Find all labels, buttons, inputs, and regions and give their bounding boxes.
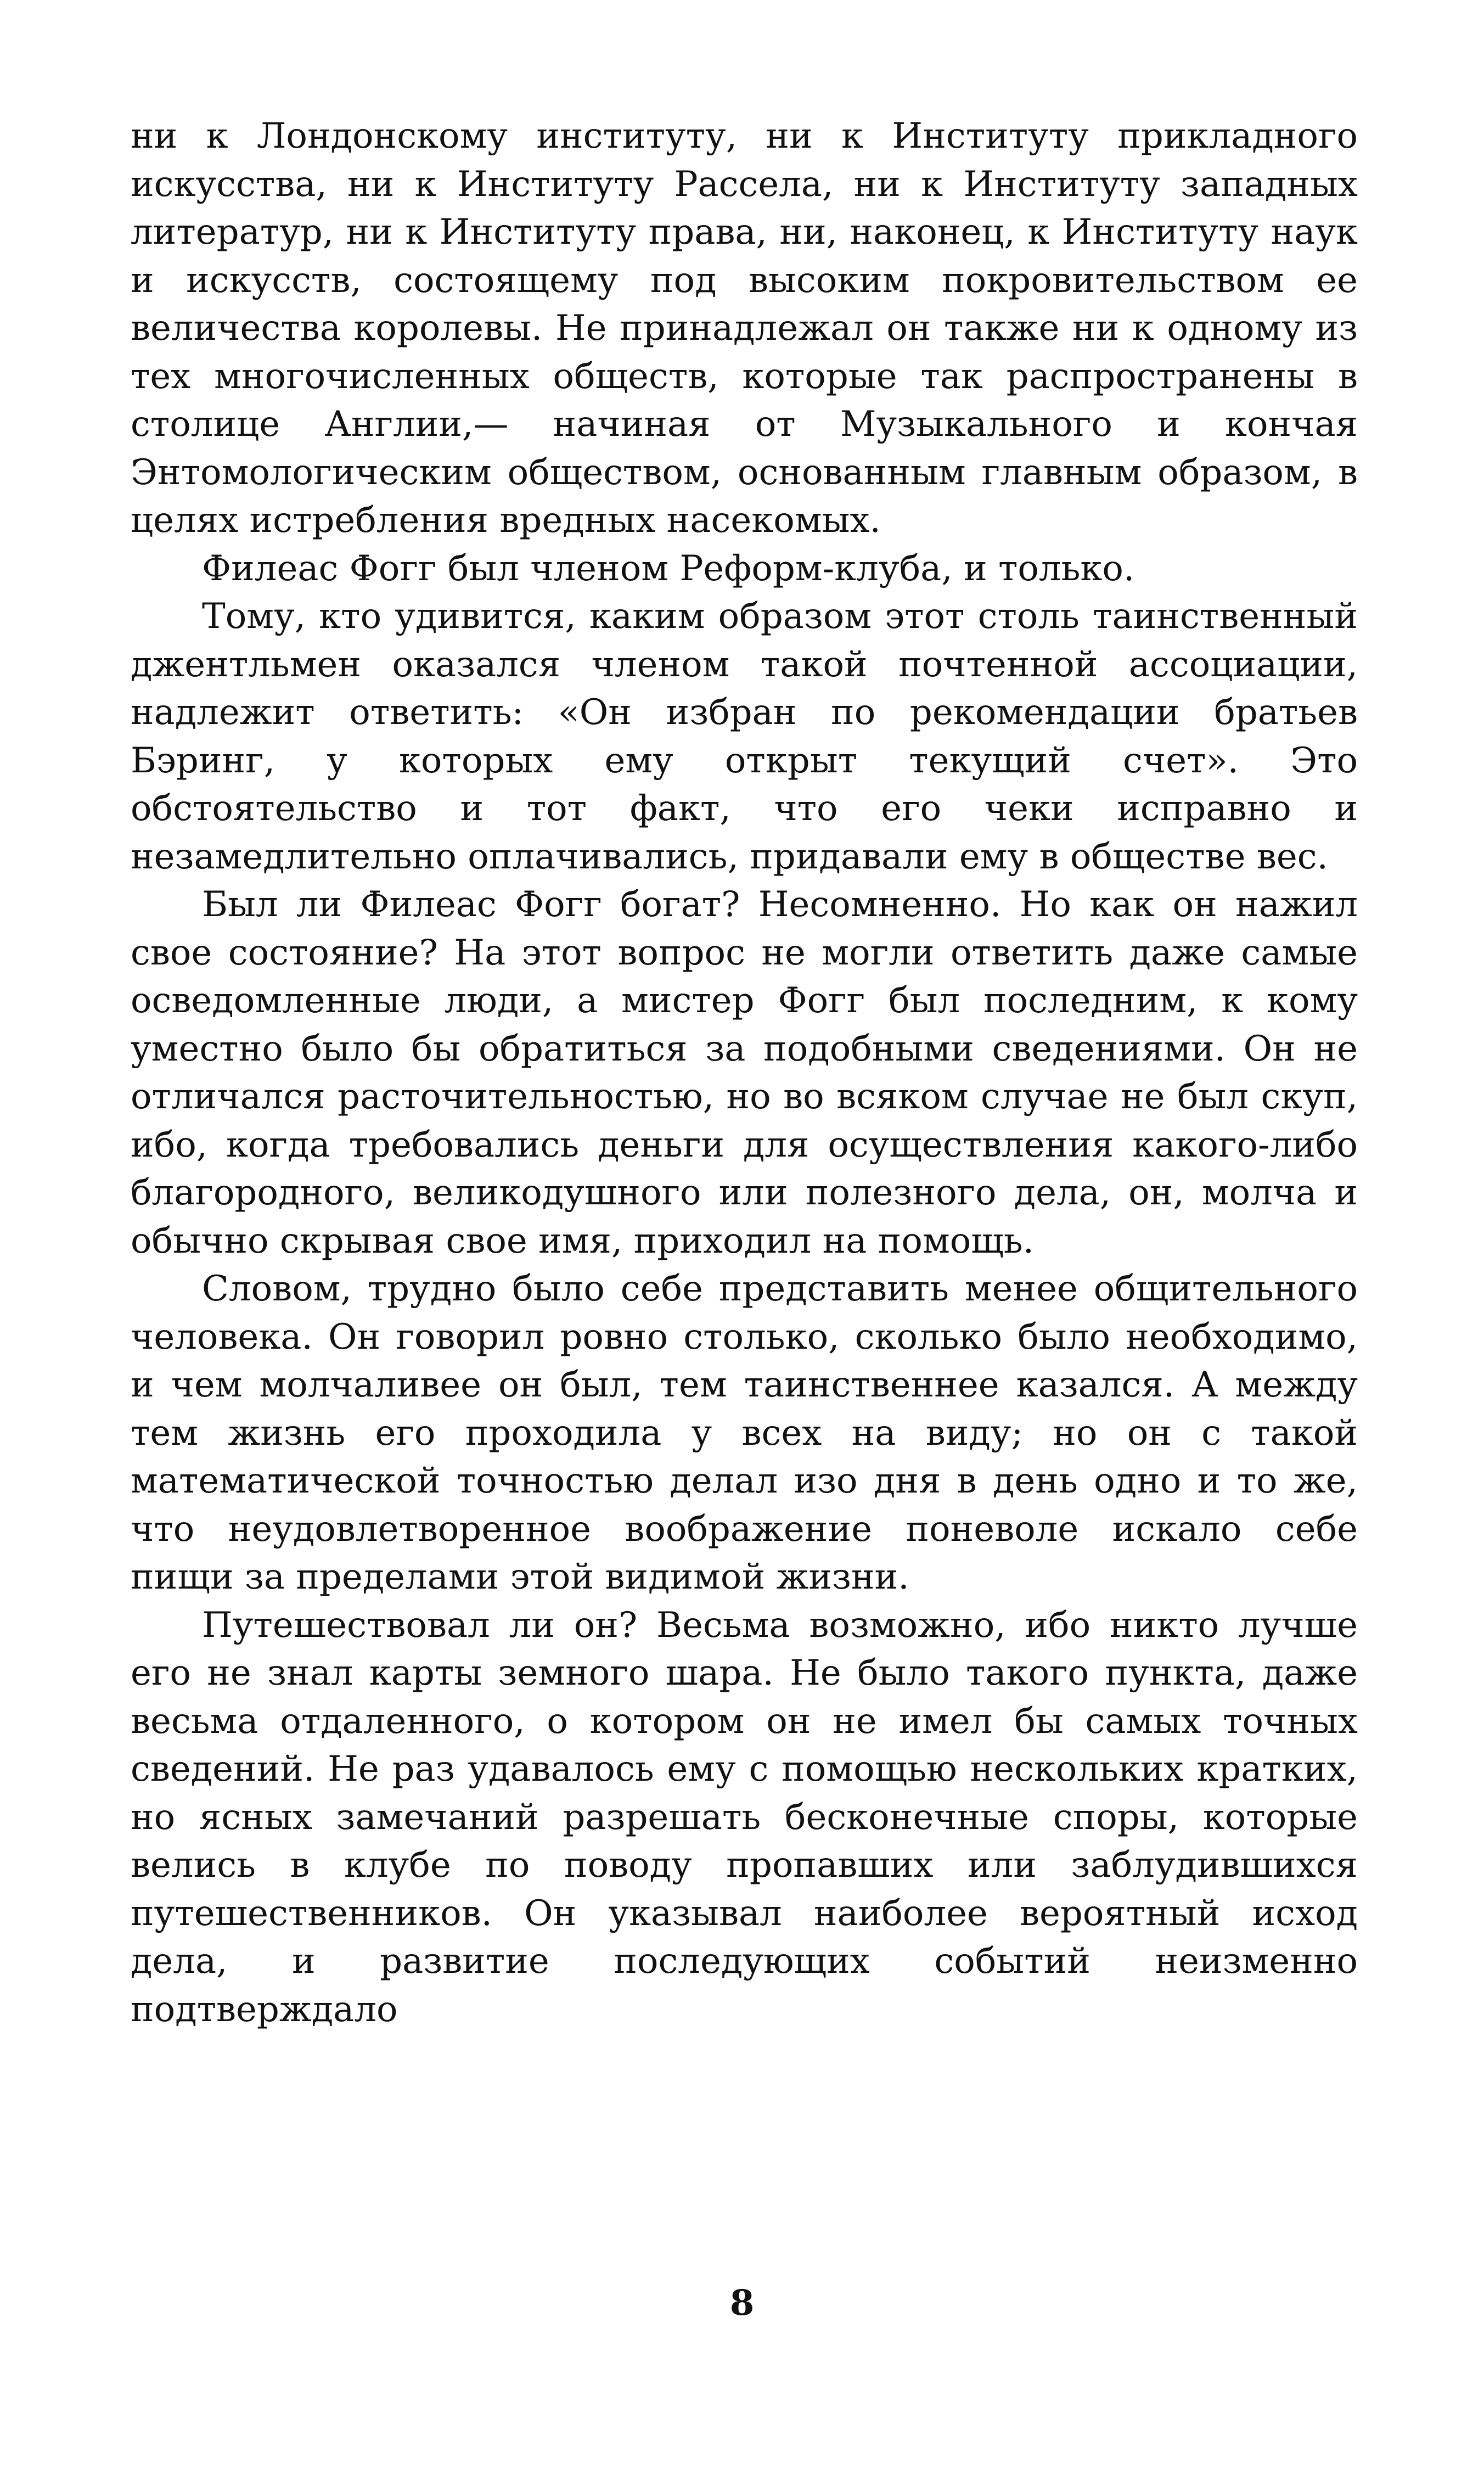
paragraph-1: ни к Лондонскому институту, ни к Институту прикладного искусства, ни к Институту Рассела, ни к Институту западных литератур, ни к Институту права, ни, наконец, к Институту наук и искусств, состоящему под высоким покровительством ее величества королевы. Не принадлежал он также ни к одному из тех многочисленных обществ, которые так распространены в столице Англии,— начиная от Музыкального и кончая Энтомологическим обществом, основанным главным образом, в целях истребления вредных насекомых.: [131, 116, 1358, 541]
paragraph-2: Филеас Фогг был членом Реформ-клуба, и только.: [202, 548, 1135, 589]
paragraph-5: Словом, трудно было себе представить менее общительного человека. Он говорил ровно столько, сколько было необходимо, и чем молчаливее он был, тем таинственнее казался. А между тем жизнь его проходила у всех на виду; но он с такой математической точностью делал изо дня в день одно и то же, что неудовлетворенное воображение поневоле искало себе пищи за пределами этой видимой жизни.: [131, 1269, 1358, 1597]
body-text: [131, 113, 1358, 2034]
paragraph-4: Был ли Филеас Фогг богат? Несомненно. Но как он нажил свое состояние? На этот вопрос не могли ответить даже самые осведомленные люди, а мистер Фогг был последним, к кому уместно было бы обратиться за подобными сведениями. Он не отличался расточительностью, но во всяком случае не был скуп, ибо, когда требовались деньги для осуществления какого-либо благородного, великодушного или полезного дела, он, молча и обычно скрывая свое имя, приходил на помощь.: [131, 884, 1358, 1261]
page-number: 8: [729, 2282, 755, 2324]
paragraph-6: Путешествовал ли он? Весьма возможно, ибо никто лучше его не знал карты земного шара. Не было такого пункта, даже весьма отдаленного, о котором он не имел бы самых точных сведений. Не раз удавалось ему с помощью нескольких кратких, но ясных замечаний разрешать бесконечные споры, которые велись в клубе по поводу пропавших или заблудившихся путешественников. Он указывал наиболее вероятный исход дела, и развитие последующих событий неизменно подтверждало: [131, 1604, 1358, 2030]
paragraph-3: Тому, кто удивится, каким образом этот столь таинственный джентльмен оказался членом такой почтенной ассоциации, надлежит ответить: «Он избран по рекомендации братьев Бэринг, у которых ему открыт текущий счет». Это обстоятельство и тот факт, что его чеки исправно и незамедлительно оплачивались, придавали ему в обществе вес.: [131, 596, 1358, 877]
